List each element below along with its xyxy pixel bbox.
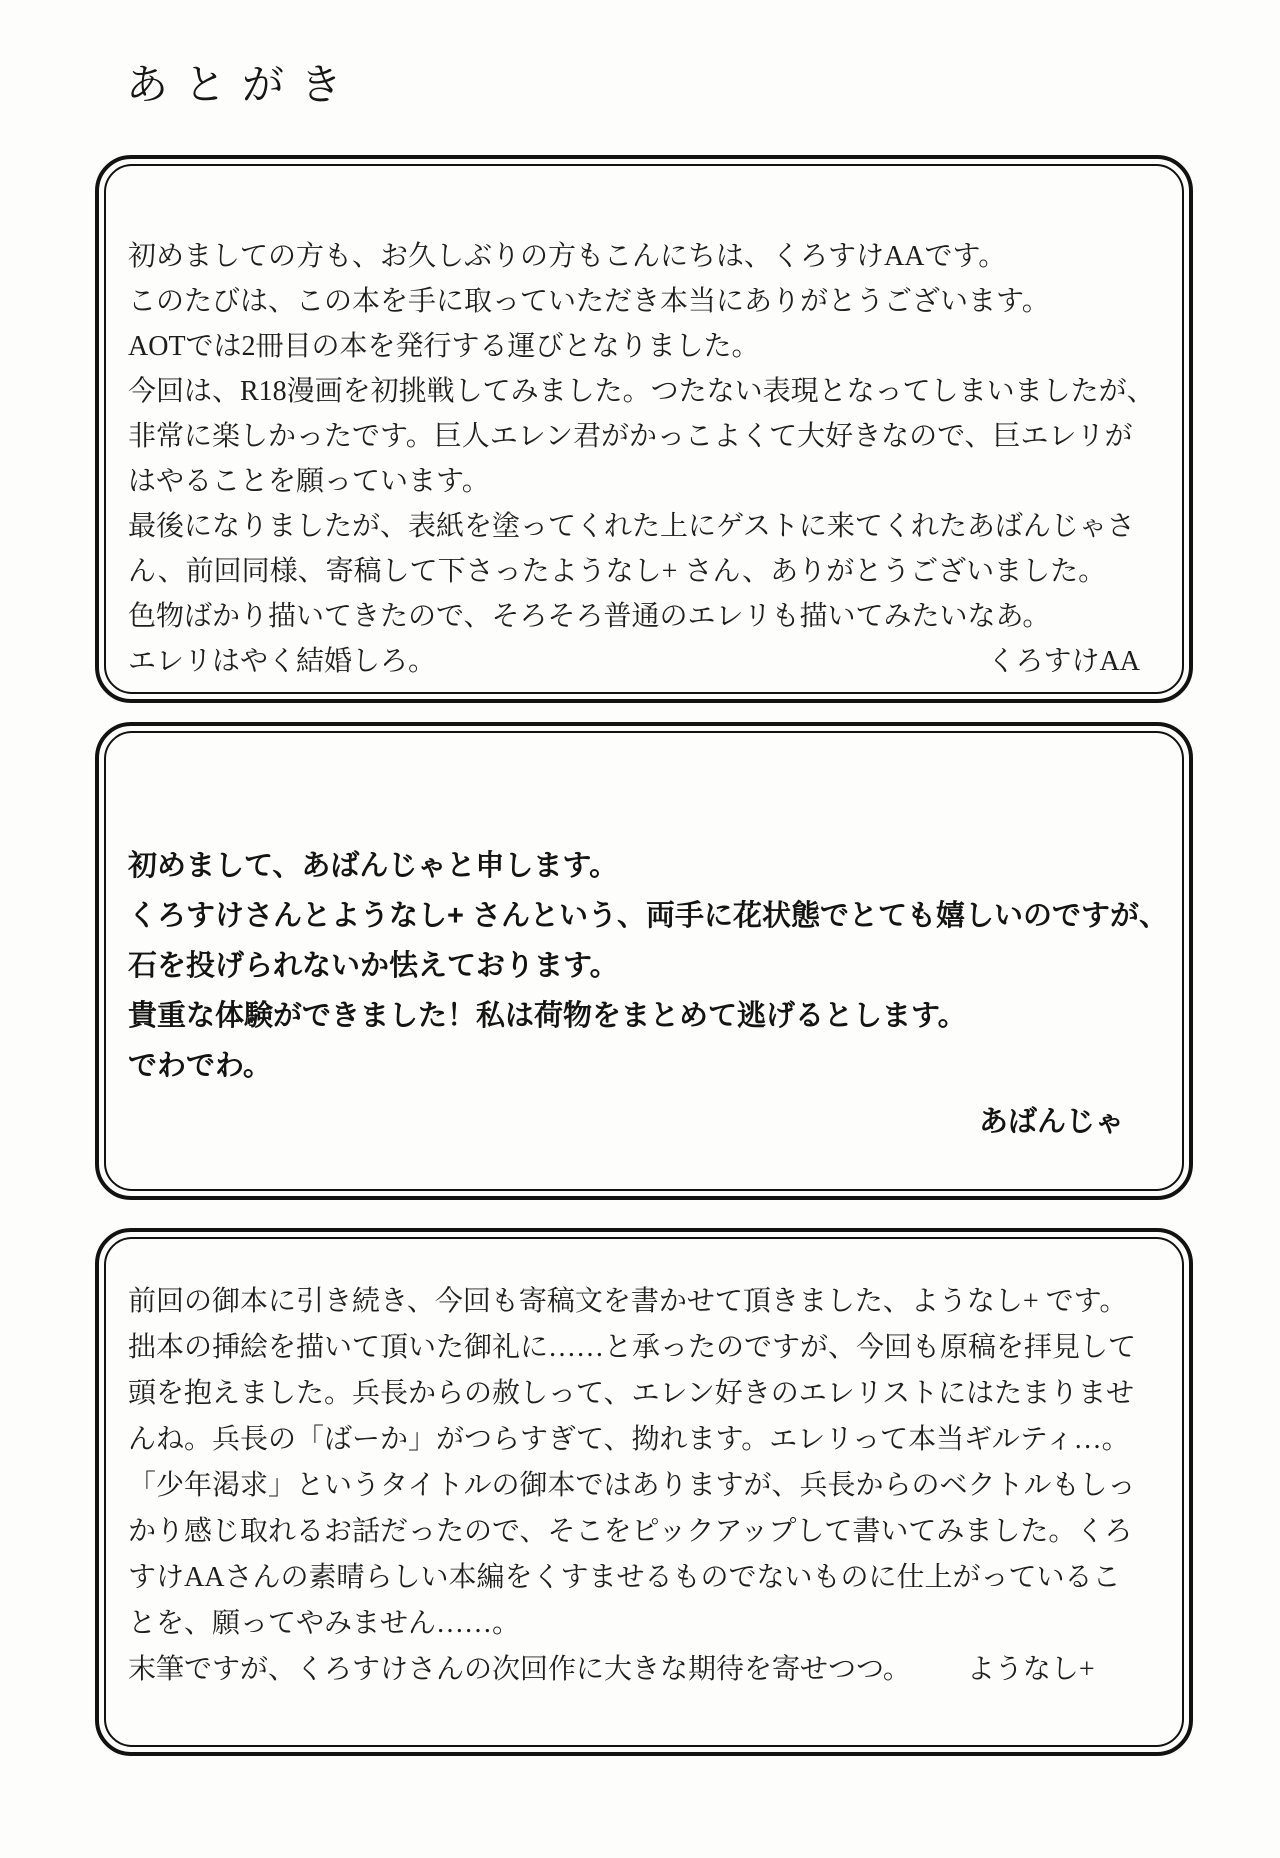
signature-younashi: ようなし+ — [966, 1654, 1095, 1685]
text-line: かり感じ取れるお話だったので、そこをピックアップして書いてみました。くろ — [128, 1516, 1133, 1547]
text-line: 末筆ですが、くろすけさんの次回作に大きな期待を寄せつつ。 — [128, 1654, 911, 1685]
text-line: 最後になりましたが、表紙を塗ってくれた上にゲストに来てくれたあばんじゃさ — [128, 511, 1135, 542]
closing-line-row — [128, 1647, 1156, 1693]
afterword-box-kurosuke — [95, 155, 1193, 703]
text-line: とを、願ってやみません……。 — [128, 1608, 521, 1639]
text-line: AOTでは2冊目の本を発行する運びとなりました。 — [128, 331, 760, 362]
text-line: 今回は、R18漫画を初挑戦してみました。つたない表現となってしまいましたが、 — [128, 376, 1155, 407]
text-line: んね。兵長の「ばーか」がつらすぎて、拗れます。エレリって本当ギルティ…。 — [128, 1424, 1130, 1455]
afterword-box-kurosuke-content — [104, 164, 1184, 694]
text-line: このたびは、この本を手に取っていただき本当にありがとうございます。 — [128, 286, 1050, 317]
text-line: 色物ばかり描いてきたので、そろそろ普通のエレリも描いてみたいなあ。 — [128, 601, 1051, 632]
signature-kurosuke: くろすけAA — [987, 646, 1140, 677]
afterword-box-younashi-content — [104, 1237, 1184, 1747]
closing-line-row — [128, 639, 1156, 684]
text-line: 拙本の挿絵を描いて頂いた御礼に……と承ったのですが、今回も原稿を拝見して — [128, 1332, 1137, 1363]
text-line: はやることを願っています。 — [128, 466, 490, 497]
afterword-box-abanja — [95, 722, 1193, 1200]
afterword-box-younashi — [95, 1228, 1193, 1756]
text-line: 石を投げられないか怯えております。 — [128, 950, 619, 982]
text-line: エレリはやく結婚しろ。 — [128, 646, 437, 677]
text-line: すけAAさんの素晴らしい本編をくすませるものでないものに仕上がっているこ — [128, 1562, 1121, 1593]
text-line: くろすけさんとようなし+ さんという、両手に花状態でとても嬉しいのですが、 — [128, 900, 1168, 932]
text-line: 「少年渇求」というタイトルの御本ではありますが、兵長からのベクトルもしっ — [128, 1470, 1136, 1501]
signature-abanja: あばんじゃ — [978, 1106, 1124, 1138]
text-line: 前回の御本に引き続き、今回も寄稿文を書かせて頂きました、ようなし+ です。 — [128, 1286, 1128, 1317]
page-title: あとがき — [126, 63, 359, 109]
text-line: 貴重な体験ができました！私は荷物をまとめて逃げるとします。 — [128, 1000, 967, 1032]
text-line: ん、前回同様、寄稿して下さったようなし+ さん、ありがとうございました。 — [128, 556, 1107, 587]
text-line: 初めましての方も、お久しぶりの方もこんにちは、くろすけAAです。 — [128, 241, 1007, 272]
afterword-box-abanja-content — [104, 731, 1184, 1191]
text-line: 頭を抱えました。兵長からの赦しって、エレン好きのエレリストにはたまりませ — [128, 1378, 1135, 1409]
text-line: 初めまして、あばんじゃと申します。 — [128, 850, 619, 882]
text-line: でわでわ。 — [128, 1050, 272, 1082]
text-line: 非常に楽しかったです。巨人エレン君がかっこよくて大好きなので、巨エレリが — [128, 421, 1133, 452]
